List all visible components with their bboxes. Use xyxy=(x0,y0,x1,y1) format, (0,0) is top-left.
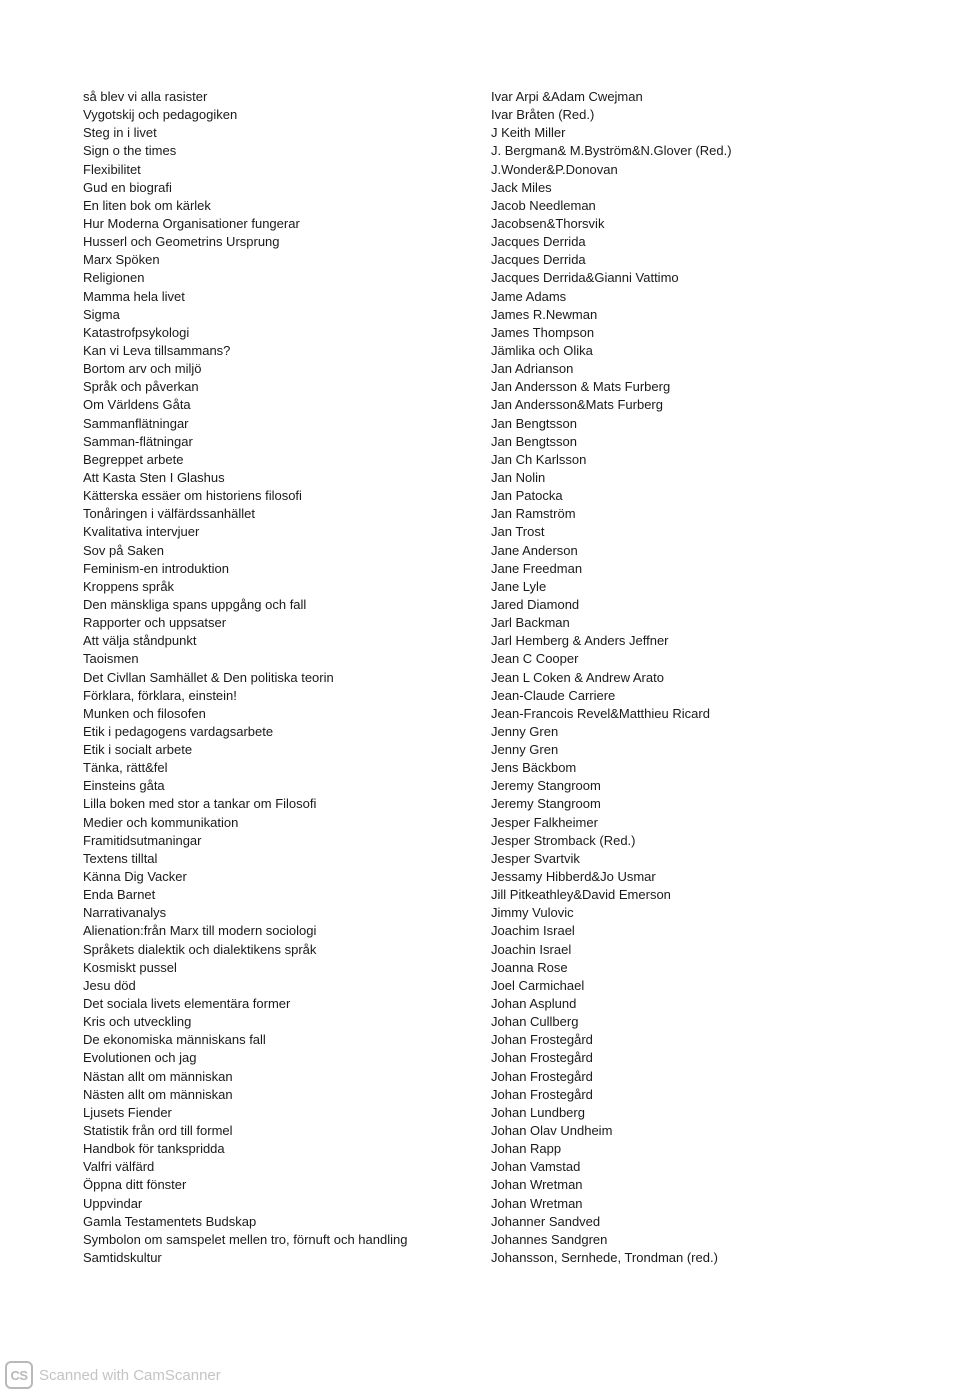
book-author: Johan Asplund xyxy=(491,996,577,1012)
book-title: Kvalitativa intervjuer xyxy=(83,524,200,540)
book-title: Samtidskultur xyxy=(83,1250,162,1265)
book-title: Vygotskij och pedagogiken xyxy=(83,107,238,123)
book-title: Bortom arv och miljö xyxy=(83,361,202,377)
book-title: så blev vi alla rasister xyxy=(83,89,208,104)
book-author: Jan Ramström xyxy=(491,506,576,522)
book-title: Gamla Testamentets Budskap xyxy=(83,1213,257,1229)
book-author: Johan Rapp xyxy=(491,1141,562,1157)
book-author: Johan Frostegård xyxy=(491,1032,593,1048)
book-title: Gud en biografi xyxy=(83,179,172,195)
book-title: En liten bok om kärlek xyxy=(83,197,211,213)
book-author: Jenny Gren xyxy=(491,742,559,758)
book-author: James R.Newman xyxy=(491,306,598,322)
book-title: Att Kasta Sten I Glashus xyxy=(83,469,225,485)
book-title: Hur Moderna Organisationer fungerar xyxy=(83,215,300,231)
book-title: Samman-flätningar xyxy=(83,433,193,449)
book-author: Johan Frostegård xyxy=(491,1086,593,1102)
book-title: Kan vi Leva tillsammans? xyxy=(83,342,231,358)
book-author: Joanna Rose xyxy=(491,959,568,975)
book-author: Jack Miles xyxy=(491,179,552,195)
book-author: Jacques Derrida xyxy=(491,234,586,250)
book-author: Jane Lyle xyxy=(491,578,547,594)
book-title: Taoismen xyxy=(83,651,139,667)
book-author: J.Wonder&P.Donovan xyxy=(491,161,618,177)
book-author: Johanner Sandved xyxy=(491,1213,601,1229)
book-author: J Keith Miller xyxy=(491,125,566,141)
book-author: Jacques Derrida&Gianni Vattimo xyxy=(491,270,679,286)
book-title: Husserl och Geometrins Ursprung xyxy=(83,234,280,250)
book-author: Johan Vamstad xyxy=(491,1159,581,1175)
book-title: Språk och påverkan xyxy=(83,379,199,395)
book-author: Jean L Coken & Andrew Arato xyxy=(491,669,664,685)
book-author: Ivar Bråten (Red.) xyxy=(491,107,595,123)
book-author: Jens Bäckbom xyxy=(491,760,577,776)
watermark-text: Scanned with CamScanner xyxy=(39,1366,221,1384)
book-title: Sign o the times xyxy=(83,143,177,159)
book-author: Jane Freedman xyxy=(491,560,583,576)
book-author: Johan Cullberg xyxy=(491,1014,579,1030)
book-author: Jacques Derrida xyxy=(491,252,586,268)
book-title: Medier och kommunikation xyxy=(83,814,239,830)
book-author: Jan Nolin xyxy=(491,469,546,485)
book-author: Johan Wretman xyxy=(491,1177,583,1193)
book-title: Öppna ditt fönster xyxy=(83,1177,187,1193)
book-title: Statistik från ord till formel xyxy=(83,1123,233,1139)
book-author: Jill Pitkeathley&David Emerson xyxy=(491,887,671,903)
book-title: Religionen xyxy=(83,270,145,286)
book-author: Jesper Falkheimer xyxy=(491,814,598,830)
book-author: Johan Lundberg xyxy=(491,1104,585,1120)
book-title: Symbolon om samspelet mellen tro, förnuft och handling xyxy=(83,1231,408,1247)
book-author: Johan Frostegård xyxy=(491,1068,593,1084)
book-title: Steg in i livet xyxy=(83,125,157,141)
book-author: Jane Anderson xyxy=(491,542,578,558)
book-author: Johan Olav Undheim xyxy=(491,1123,613,1139)
book-author: Jesper Stromback (Red.) xyxy=(491,832,636,848)
book-author: Jame Adams xyxy=(491,288,567,304)
book-title: Munken och filosofen xyxy=(83,705,206,721)
book-title: Handbok för tankspridda xyxy=(83,1141,225,1157)
book-author: Jan Andersson&Mats Furberg xyxy=(491,397,663,413)
book-author: Jeremy Stangroom xyxy=(491,796,601,812)
book-author: Jeremy Stangroom xyxy=(491,778,601,794)
book-author: James Thompson xyxy=(491,324,595,340)
book-author: Jean-Francois Revel&Matthieu Ricard xyxy=(491,705,710,721)
book-title: Språkets dialektik och dialektikens språk xyxy=(83,941,317,957)
book-title: Alienation:från Marx till modern sociologi xyxy=(83,923,317,939)
camscanner-watermark xyxy=(5,1361,221,1389)
book-title: Begreppet arbete xyxy=(83,451,184,467)
book-author: Jimmy Vulovic xyxy=(491,905,574,921)
book-author: Jarl Hemberg & Anders Jeffner xyxy=(491,633,669,649)
book-title: Jesu död xyxy=(83,977,136,993)
book-title: Kätterska essäer om historiens filosofi xyxy=(83,488,302,504)
book-author: Jarl Backman xyxy=(491,615,570,631)
book-title: Om Världens Gåta xyxy=(83,397,191,413)
camscanner-logo-icon: CS xyxy=(5,1361,33,1389)
book-title: Den mänskliga spans uppgång och fall xyxy=(83,596,307,612)
book-title: Förklara, förklara, einstein! xyxy=(83,687,237,703)
book-title: Etik i pedagogens vardagsarbete xyxy=(83,723,274,739)
book-author: Jacob Needleman xyxy=(491,197,596,213)
book-title: Ljusets Fiender xyxy=(83,1104,172,1120)
book-title: Det sociala livets elementära former xyxy=(83,996,291,1012)
book-title: Etik i socialt arbete xyxy=(83,742,193,758)
book-author: Jan Bengtsson xyxy=(491,433,578,449)
book-title: Tänka, rätt&fel xyxy=(83,760,168,776)
book-author: Johan Wretman xyxy=(491,1195,583,1211)
book-title: Valfri välfärd xyxy=(83,1159,155,1175)
book-title: Framitidsutmaningar xyxy=(83,832,202,848)
book-author: Jämlika och Olika xyxy=(491,342,593,358)
book-author: Jared Diamond xyxy=(491,596,580,612)
book-title: Nästen allt om människan xyxy=(83,1086,233,1102)
book-author: Johansson, Sernhede, Trondman (red.) xyxy=(491,1250,718,1265)
book-author: Joachin Israel xyxy=(491,941,572,957)
book-title: Narrativanalys xyxy=(83,905,167,921)
book-title: Kosmiskt pussel xyxy=(83,959,177,975)
book-author: Jesper Svartvik xyxy=(491,850,580,866)
book-author: Jan Bengtsson xyxy=(491,415,578,431)
book-title: Einsteins gåta xyxy=(83,778,165,794)
book-title: Textens tilltal xyxy=(83,850,158,866)
book-title: Rapporter och uppsatser xyxy=(83,615,227,631)
book-author: Jenny Gren xyxy=(491,723,559,739)
book-title: Evolutionen och jag xyxy=(83,1050,197,1066)
book-title: Kroppens språk xyxy=(83,578,175,594)
book-title: Det Civllan Samhället & Den politiska teorin xyxy=(83,669,334,685)
book-author: Jan Trost xyxy=(491,524,545,540)
book-author: Jan Andersson & Mats Furberg xyxy=(491,379,671,395)
book-title: Att välja ståndpunkt xyxy=(83,633,197,649)
book-author: Jan Ch Karlsson xyxy=(491,451,587,467)
book-title: Katastrofpsykologi xyxy=(83,324,190,340)
book-author: Johannes Sandgren xyxy=(491,1231,608,1247)
book-author: Jan Patocka xyxy=(491,488,563,504)
book-author: Jacobsen&Thorsvik xyxy=(491,215,605,231)
book-title: Sov på Saken xyxy=(83,542,164,558)
book-title: De ekonomiska människans fall xyxy=(83,1032,266,1048)
book-title: Mamma hela livet xyxy=(83,288,185,304)
book-author: Jean C Cooper xyxy=(491,651,579,667)
book-title: Flexibilitet xyxy=(83,161,141,177)
book-title: Lilla boken med stor a tankar om Filosofi xyxy=(83,796,317,812)
book-author: Joachim Israel xyxy=(491,923,575,939)
book-title: Nästan allt om människan xyxy=(83,1068,233,1084)
book-title: Kris och utveckling xyxy=(83,1014,192,1030)
book-author: J. Bergman& M.Byström&N.Glover (Red.) xyxy=(491,143,732,159)
book-author: Jan Adrianson xyxy=(491,361,574,377)
book-title: Känna Dig Vacker xyxy=(83,869,187,885)
book-author: Joel Carmichael xyxy=(491,977,585,993)
book-title: Enda Barnet xyxy=(83,887,156,903)
book-title: Tonåringen i välfärdssanhället xyxy=(83,506,255,522)
book-author: Jean-Claude Carriere xyxy=(491,687,616,703)
book-title: Feminism-en introduktion xyxy=(83,560,229,576)
authors-column xyxy=(491,88,911,1267)
book-title: Sigma xyxy=(83,306,120,322)
titles-column xyxy=(83,88,473,1267)
book-author: Ivar Arpi &Adam Cwejman xyxy=(491,89,643,104)
book-title: Marx Spöken xyxy=(83,252,160,268)
book-author: Johan Frostegård xyxy=(491,1050,593,1066)
book-title: Uppvindar xyxy=(83,1195,143,1211)
book-title: Sammanflätningar xyxy=(83,415,189,431)
book-author: Jessamy Hibberd&Jo Usmar xyxy=(491,869,656,885)
